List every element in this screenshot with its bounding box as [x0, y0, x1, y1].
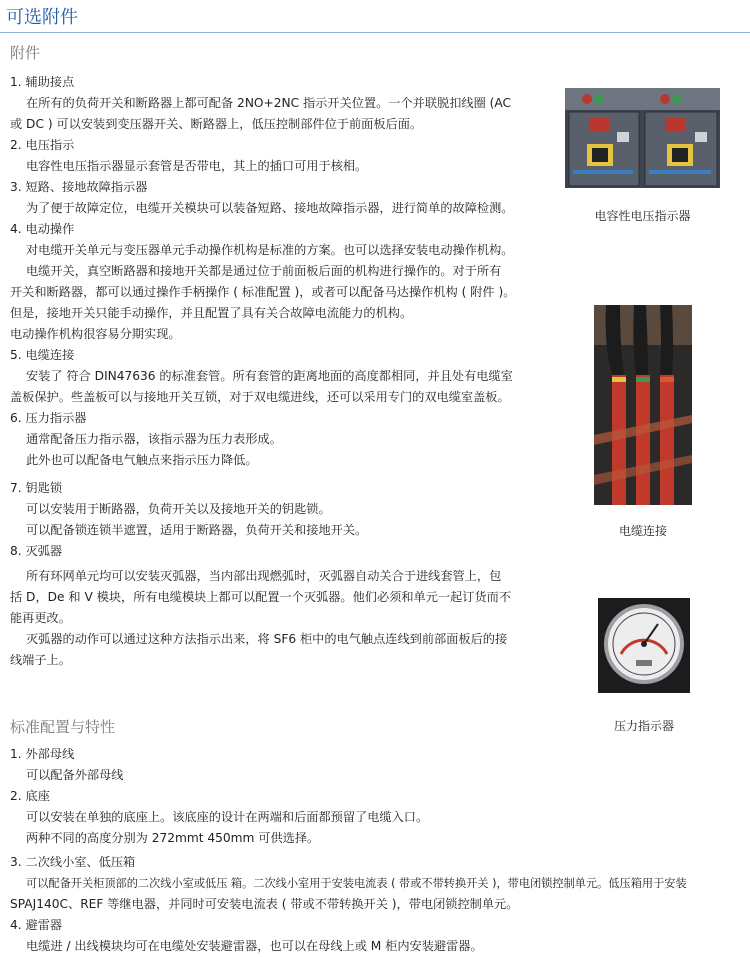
text-line: 开关和断路器，都可以通过操作手柄操作 ( 标准配置 )，或者可以配备马达操作机构 ( 附件 )。 — [10, 285, 516, 299]
text-line: 可以配备开关柜顶部的二次线小室或低压 箱。二次线小室用于安装电流表 ( 带或不带转换开关 )，带电闭锁控制单元。低压箱用于安装 — [26, 877, 687, 890]
item-heading: 8. 灭弧器 — [10, 544, 63, 558]
page-title: 可选附件 — [6, 7, 78, 28]
title-divider — [0, 32, 750, 33]
text-line: 能再更改。 — [10, 611, 71, 625]
text-line: 安装了 符合 DIN47636 的标准套管。所有套管的距离地面的高度都相同，并且处有电缆室 — [26, 369, 513, 383]
text-line: 两种不同的高度分别为 272mmt 450mm 可供选择。 — [26, 831, 320, 845]
text-line: 为了便于故障定位，电缆开关模块可以装备短路、接地故障指示器，进行简单的故障检测。 — [26, 201, 514, 215]
item-heading: 2. 电压指示 — [10, 138, 75, 152]
item-heading: 3. 二次线小室、低压箱 — [10, 855, 136, 869]
text-line: 盖板保护。些盖板可以与接地开关互锁，对于双电缆进线，还可以采用专门的双电缆室盖板。 — [10, 390, 510, 404]
item-heading: 3. 短路、接地故障指示器 — [10, 180, 148, 194]
text-line: 可以配备锁连锁半遮置，适用于断路器，负荷开关和接地开关。 — [26, 523, 368, 537]
figure-caption-cable: 电缆连接 — [618, 524, 667, 538]
text-line: 可以安装用于断路器，负荷开关以及接地开关的钥匙锁。 — [26, 502, 331, 516]
text-line: 此外也可以配备电气触点来指示压力降低。 — [26, 453, 258, 467]
text-line: 可以安装在单独的底座上。该底座的设计在两端和后面都预留了电缆入口。 — [26, 810, 429, 824]
text-line: 所有环网单元均可以安装灭弧器，当内部出现燃弧时，灭弧器自动关合于进线套管上，包 — [26, 569, 502, 583]
item-heading: 7. 钥匙锁 — [10, 481, 63, 495]
item-heading: 6. 压力指示器 — [10, 411, 87, 425]
item-heading: 2. 底座 — [10, 789, 50, 803]
item-heading: 1. 外部母线 — [10, 747, 75, 761]
item-heading: 5. 电缆连接 — [10, 348, 75, 362]
item-heading: 1. 辅助接点 — [10, 75, 75, 89]
text-line: 电缆进 / 出线模块均可在电缆处安装避雷器，也可以在母线上或 M 柜内安装避雷器。 — [26, 939, 483, 953]
text-line: 线端子上。 — [10, 653, 71, 667]
figure-caption-voltage: 电容性电压指示器 — [594, 209, 691, 223]
pressure-gauge-photo — [598, 598, 690, 693]
text-line: 可以配备外部母线 — [26, 768, 124, 782]
section-heading-accessories: 附件 — [10, 44, 41, 62]
text-line: 或 DC ) 可以安装到变压器开关、断路器上，低压控制部件位于前面板后面。 — [10, 117, 423, 131]
text-line: 对电缆开关单元与变压器单元手动操作机构是标准的方案。也可以选择安装电动操作机构。 — [26, 243, 514, 257]
text-line: 通常配备压力指示器，该指示器为压力表形成。 — [26, 432, 282, 446]
text-line: 在所有的负荷开关和断路器上都可配备 2NO+2NC 指示开关位置。一个并联脱扣线圈 (AC — [26, 96, 512, 110]
text-line: 电动操作机构很容易分期实现。 — [10, 327, 181, 341]
text-line: 灭弧器的动作可以通过这种方法指示出来，将 SF6 柜中的电气触点连线到前部面板后的接 — [26, 632, 508, 646]
section-heading-standard: 标准配置与特性 — [10, 718, 116, 736]
text-line: 括 D，De 和 V 模块，所有电缆模块上都可以配置一个灭弧器。他们必须和单元一起订货而不 — [10, 590, 512, 604]
item-heading: 4. 避雷器 — [10, 918, 63, 932]
item-heading: 4. 电动操作 — [10, 222, 75, 236]
cable-connection-photo — [594, 305, 692, 505]
figure-caption-pressure: 压力指示器 — [613, 719, 674, 733]
text-line: 但是，接地开关只能手动操作，并且配置了具有关合故障电流能力的机构。 — [10, 306, 413, 320]
text-line: 电缆开关，真空断路器和接地开关都是通过位于前面板后面的机构进行操作的。对于所有 — [26, 264, 502, 278]
text-line: 电容性电压指示器显示套管是否带电，其上的插口可用于核相。 — [26, 159, 368, 173]
text-line: SPAJ140C、REF 等继电器，并同时可安装电流表 ( 带或不带转换开关 )，带电闭锁控制单元。 — [10, 897, 519, 911]
voltage-indicator-photo — [565, 88, 720, 188]
